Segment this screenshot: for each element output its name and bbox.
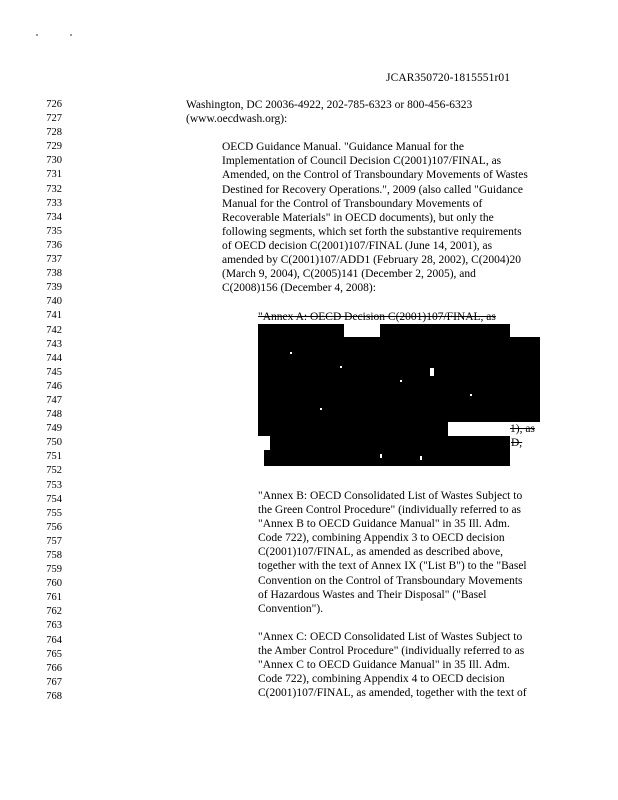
line-number: 728 (46, 127, 62, 139)
line-number: 750 (46, 437, 62, 449)
line-number-column (40, 98, 62, 704)
paragraph-line: C(2008)156 (December 4, 2008): (222, 282, 376, 295)
address-block (186, 98, 472, 126)
paragraph-line: of Hazardous Wastes and Their Disposal" ("Basel (258, 588, 487, 601)
line-number: 732 (46, 183, 62, 195)
line-number: 767 (46, 676, 62, 688)
line-number: 745 (46, 366, 62, 378)
line-number: 747 (46, 394, 62, 406)
paragraph-line: Manual for the Control of Transboundary Movements of (222, 197, 483, 210)
line-number: 766 (46, 662, 62, 674)
line-number: 726 (46, 99, 62, 110)
scan-speck (36, 34, 38, 36)
line-number: 755 (46, 507, 62, 519)
line-number: 736 (46, 239, 62, 251)
paragraph-line: "Annex C: OECD Consolidated List of Wastes Subject to (258, 631, 523, 643)
paragraph-line: amended by C(2001)107/ADD1 (February 28, 2002), C(2004)20 (222, 254, 521, 267)
scan-fleck (320, 408, 322, 410)
scan-fleck (470, 394, 472, 396)
line-number: 765 (46, 648, 62, 660)
paragraph-line: C(2001)107/FINAL, as amended, together with the text of (258, 687, 527, 700)
line-number: 737 (46, 254, 62, 266)
scan-fleck (420, 456, 422, 460)
line-number: 735 (46, 225, 62, 237)
line-number: 744 (46, 352, 62, 364)
redaction-block (258, 422, 448, 436)
scan-fleck (290, 352, 292, 354)
line-number: 727 (46, 113, 62, 125)
annex-c-paragraph (258, 630, 527, 700)
paragraph-line: (March 9, 2004), C(2005)141 (December 2, 2005), and (222, 268, 476, 281)
address-line: Washington, DC 20036-4922, 202-785-6323 or 800-456-6323 (186, 99, 473, 111)
line-number: 763 (46, 620, 62, 632)
redaction-block (380, 324, 510, 337)
annex-a-fragment: D, (511, 437, 523, 449)
line-number: 761 (46, 592, 62, 604)
paragraph-line: C(2001)107/FINAL, as amended as described above, (258, 546, 503, 559)
line-number: 760 (46, 578, 62, 590)
scan-speck (70, 34, 72, 36)
paragraph-line: "Annex B to OECD Guidance Manual" in 35 Ill. Adm. (258, 518, 510, 531)
line-number: 739 (46, 282, 62, 294)
line-number: 742 (46, 324, 62, 336)
line-number: 749 (46, 423, 62, 435)
redaction-block (270, 436, 510, 450)
paragraph-line: Convention"). (258, 602, 324, 615)
paragraph-line: "Annex C to OECD Guidance Manual" in 35 Ill. Adm. (258, 659, 510, 672)
line-number: 759 (46, 564, 62, 576)
line-number: 764 (46, 634, 62, 646)
line-number: 730 (46, 155, 62, 167)
line-number: 757 (46, 535, 62, 547)
line-number: 738 (46, 268, 62, 280)
line-number: 733 (46, 197, 62, 209)
paragraph-line: Implementation of Council Decision C(2001)107/FINAL, as (222, 155, 502, 168)
line-number: 752 (46, 465, 62, 477)
scan-fleck (380, 454, 382, 458)
paragraph-line: the Amber Control Procedure" (individually referred to as (258, 645, 525, 658)
document-id-header: JCAR350720-1815551r01 (386, 72, 511, 84)
annex-b-paragraph (258, 489, 527, 616)
paragraph-line: together with the text of Annex IX ("List B") to the "Basel (258, 560, 527, 573)
line-number: 743 (46, 338, 62, 350)
line-number: 756 (46, 521, 62, 533)
redaction-block (258, 337, 540, 422)
paragraph-line: following segments, which set forth the substantive requirements (222, 225, 522, 238)
line-number: 734 (46, 211, 62, 223)
paragraph-line: the Green Control Procedure" (individually referred to as (258, 504, 522, 517)
paragraph-line: Code 722), combining Appendix 3 to OECD decision (258, 532, 505, 545)
address-line: (www.oecdwash.org): (186, 113, 288, 126)
paragraph-line: "Annex B: OECD Consolidated List of Wastes Subject to (258, 490, 523, 502)
paragraph-line: Convention on the Control of Transboundary Movements (258, 574, 523, 587)
guidance-manual-paragraph (222, 140, 528, 295)
line-number: 768 (46, 690, 62, 702)
line-number: 740 (46, 296, 62, 308)
line-number: 751 (46, 451, 62, 463)
redaction-block (258, 324, 344, 337)
paragraph-line: OECD Guidance Manual. "Guidance Manual for the (222, 141, 464, 154)
paragraph-line: Code 722), combining Appendix 4 to OECD decision (258, 673, 505, 686)
scan-fleck (430, 368, 434, 376)
line-number: 753 (46, 479, 62, 491)
line-number: 746 (46, 380, 62, 392)
line-number: 754 (46, 493, 62, 505)
line-number: 731 (46, 169, 62, 181)
paragraph-line: Recoverable Materials" in OECD documents), but only the (222, 211, 494, 224)
line-number: 748 (46, 409, 62, 421)
line-number: 729 (46, 141, 62, 153)
line-number: 741 (46, 310, 62, 322)
paragraph-line: Amended, on the Control of Transboundary Movements of Wastes (222, 169, 528, 182)
line-number: 762 (46, 606, 62, 618)
scan-fleck (400, 380, 402, 382)
line-number: 758 (46, 550, 62, 561)
redaction-block (264, 450, 510, 466)
paragraph-line: Destined for Recovery Operations.", 2009 (also called "Guidance (222, 183, 523, 196)
scan-fleck (340, 366, 342, 368)
paragraph-line: of OECD decision C(2001)107/FINAL (June 14, 2001), as (222, 239, 493, 252)
annex-a-heading-struck: "Annex A: OECD Decision C(2001)107/FINAL, as (258, 310, 496, 323)
annex-a-fragment: 1), as (510, 423, 535, 435)
